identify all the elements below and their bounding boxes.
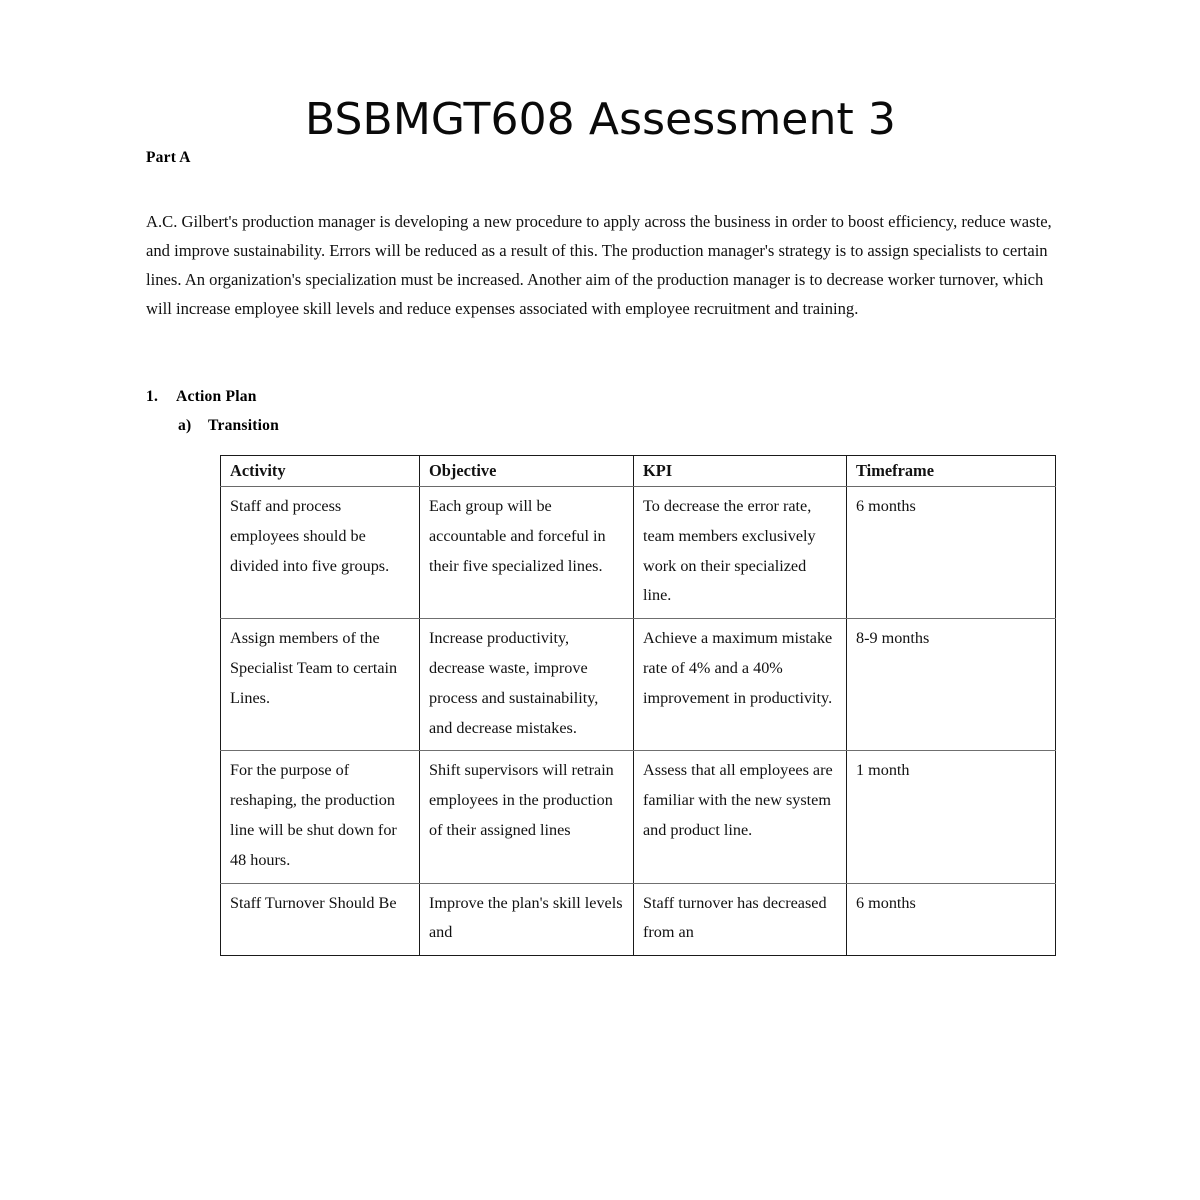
cell-objective: Increase productivity, decrease waste, improve process and sustainability, and decrease mistakes. bbox=[420, 619, 634, 751]
outline-label: Action Plan bbox=[176, 388, 257, 405]
outline-marker: 1. bbox=[146, 388, 159, 405]
outline-marker: a) bbox=[178, 416, 192, 434]
cell-timeframe: 6 months bbox=[847, 487, 1056, 619]
column-header-activity: Activity bbox=[221, 456, 420, 487]
part-heading: Part A bbox=[146, 149, 191, 166]
cell-kpi: Achieve a maximum mistake rate of 4% and a 40% improvement in productivity. bbox=[634, 619, 847, 751]
table-header-row bbox=[221, 456, 1056, 487]
table-row bbox=[221, 487, 1056, 619]
cell-kpi: Assess that all employees are familiar with the new system and product line. bbox=[634, 751, 847, 883]
cell-activity: Assign members of the Specialist Team to certain Lines. bbox=[221, 619, 420, 751]
cell-activity: For the purpose of reshaping, the production line will be shut down for 48 hours. bbox=[221, 751, 420, 883]
action-plan-table bbox=[220, 455, 1056, 956]
cell-objective: Shift supervisors will retrain employees in the production of their assigned lines bbox=[420, 751, 634, 883]
cell-timeframe: 6 months bbox=[847, 883, 1056, 956]
cell-objective: Each group will be accountable and forceful in their five specialized lines. bbox=[420, 487, 634, 619]
page-title: BSBMGT608 Assessment 3 bbox=[305, 94, 896, 145]
cell-kpi: Staff turnover has decreased from an bbox=[634, 883, 847, 956]
cell-activity: Staff and process employees should be divided into five groups. bbox=[221, 487, 420, 619]
column-header-timeframe: Timeframe bbox=[847, 456, 1056, 487]
outline-item-action-plan bbox=[146, 383, 746, 412]
outline-item-transition bbox=[146, 412, 746, 441]
cell-objective: Improve the plan's skill levels and bbox=[420, 883, 634, 956]
cell-timeframe: 8-9 months bbox=[847, 619, 1056, 751]
outline-label: Transition bbox=[208, 416, 280, 434]
outline-list bbox=[146, 383, 746, 440]
column-header-kpi: KPI bbox=[634, 456, 847, 487]
table-row bbox=[221, 751, 1056, 883]
cell-activity: Staff Turnover Should Be bbox=[221, 883, 420, 956]
column-header-objective: Objective bbox=[420, 456, 634, 487]
cell-timeframe: 1 month bbox=[847, 751, 1056, 883]
table-row bbox=[221, 619, 1056, 751]
cell-kpi: To decrease the error rate, team members exclusively work on their specialized line. bbox=[634, 487, 847, 619]
intro-paragraph: A.C. Gilbert's production manager is developing a new procedure to apply across the business in order to boost efficiency, reduce waste, and improve sustainability. Errors will be reduced as a result of this. The production manager's strategy is to assign specialists to certain lines. An organization's specialization must be increased. Another aim of the production manager is to decrease worker turnover, which will increase employee skill levels and reduce expenses associated with employee recruitment and training. bbox=[146, 211, 1052, 319]
table-row bbox=[221, 883, 1056, 956]
